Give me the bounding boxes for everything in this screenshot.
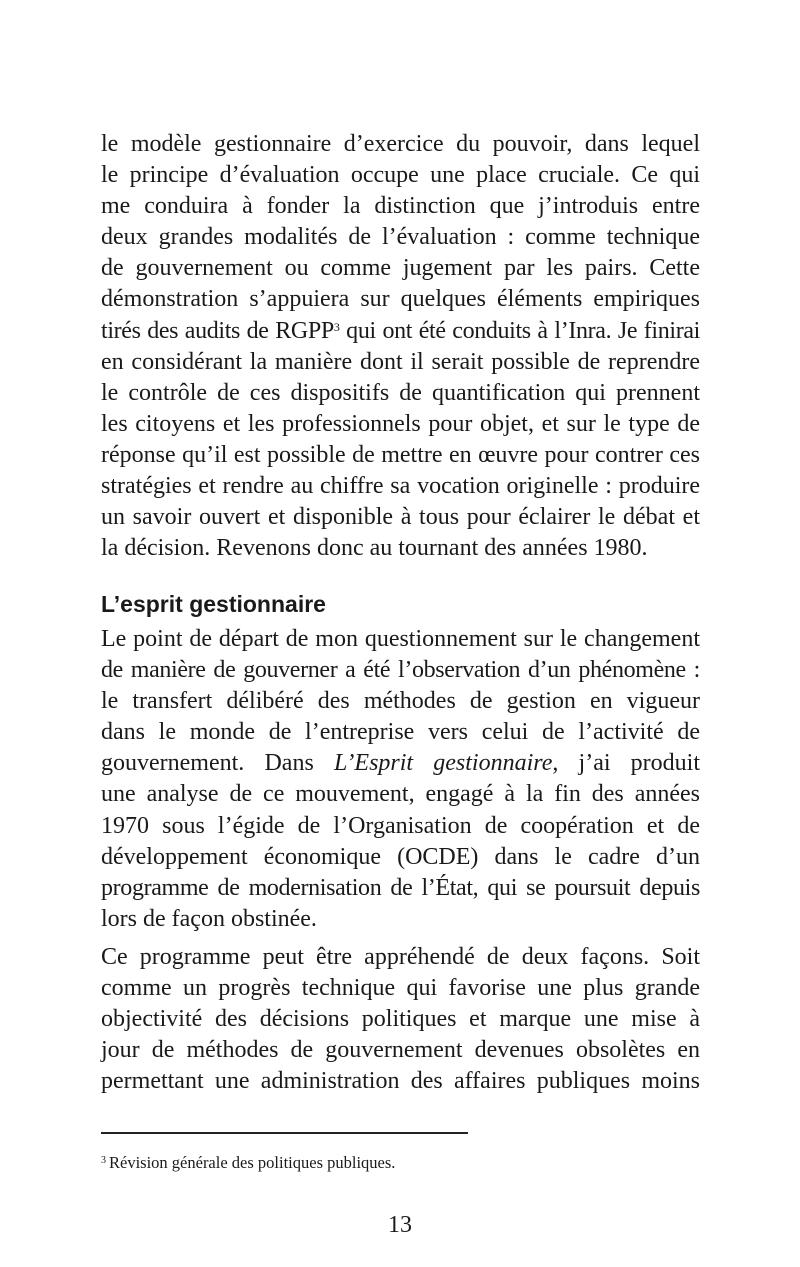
text-line: les citoyens et les professionnels pour objet, et sur le type de bbox=[101, 410, 700, 437]
text-segment: tirés des audits de RGPP bbox=[101, 317, 334, 344]
footnote-marker: 3 bbox=[101, 1155, 106, 1166]
text-line: de gouvernement ou comme jugement par les pairs. Cette bbox=[101, 255, 700, 282]
text-line: permettant une administration des affaires publiques moins bbox=[101, 1068, 700, 1095]
text-line: lors de façon obstinée. bbox=[101, 905, 317, 932]
text-line: Ce programme peut être appréhendé de deux façons. Soit bbox=[101, 944, 700, 970]
text-line: une analyse de ce mouvement, engagé à la fin des années bbox=[101, 781, 700, 808]
footnote-text: Révision générale des politiques publiques. bbox=[109, 1153, 396, 1172]
text-line: un savoir ouvert et disponible à tous pour éclairer le débat et bbox=[101, 504, 700, 531]
text-line: démonstration s’appuiera sur quelques éléments empiriques bbox=[101, 286, 700, 313]
page-number: 13 bbox=[388, 1212, 412, 1238]
paragraph-starting-point bbox=[101, 624, 700, 935]
text-line: le principe d’évaluation occupe une place cruciale. Ce qui bbox=[101, 162, 700, 189]
text-line bbox=[101, 748, 700, 779]
text-line: dans le monde de l’entreprise vers celui de l’activité de bbox=[101, 719, 700, 746]
paragraph-programme bbox=[101, 942, 700, 1097]
text-line: la décision. Revenons donc au tournant des années 1980. bbox=[101, 535, 648, 562]
text-segment: , j’ai produit bbox=[552, 750, 701, 777]
text-line: réponse qu’il est possible de mettre en œuvre pour contrer ces bbox=[101, 441, 700, 468]
text-line: deux grandes modalités de l’évaluation : comme technique bbox=[101, 224, 700, 251]
book-title: L’Esprit gestionnaire bbox=[333, 750, 553, 777]
text-line: stratégies et rendre au chiffre sa vocation originelle : produire bbox=[101, 473, 700, 500]
text-line: objectivité des décisions politiques et marque une mise à bbox=[101, 1006, 700, 1033]
text-line: le transfert délibéré des méthodes de gestion en vigueur bbox=[101, 688, 700, 715]
text-line bbox=[101, 316, 700, 347]
section-heading: L’esprit gestionnaire bbox=[101, 591, 326, 617]
footnote-reference: 3 bbox=[333, 319, 340, 334]
paragraph-intro bbox=[101, 129, 700, 564]
text-line: développement économique (OCDE) dans le cadre d’un bbox=[101, 843, 700, 870]
text-line: le modèle gestionnaire d’exercice du pouvoir, dans lequel bbox=[101, 131, 700, 157]
text-line: programme de modernisation de l’État, qui se poursuit depuis bbox=[101, 874, 700, 901]
text-segment: qui ont été conduits à l’Inra. Je finirai bbox=[339, 317, 700, 344]
text-segment: gouvernement. Dans bbox=[101, 750, 334, 777]
text-line: en considérant la manière dont il serait possible de reprendre bbox=[101, 348, 700, 375]
footnote bbox=[101, 1152, 395, 1174]
text-line: me conduira à fonder la distinction que j’introduis entre bbox=[101, 193, 700, 220]
text-line: 1970 sous l’égide de l’Organisation de coopération et de bbox=[101, 812, 700, 839]
text-line: le contrôle de ces dispositifs de quantification qui prennent bbox=[101, 379, 700, 406]
text-line: comme un progrès technique qui favorise une plus grande bbox=[101, 975, 700, 1002]
text-line: jour de méthodes de gouvernement devenues obsolètes en bbox=[101, 1037, 700, 1064]
text-line: de manière de gouverner a été l’observation d’un phénomène : bbox=[101, 657, 700, 684]
footnote-divider bbox=[101, 1132, 468, 1134]
text-line: Le point de départ de mon questionnement sur le changement bbox=[101, 626, 700, 652]
